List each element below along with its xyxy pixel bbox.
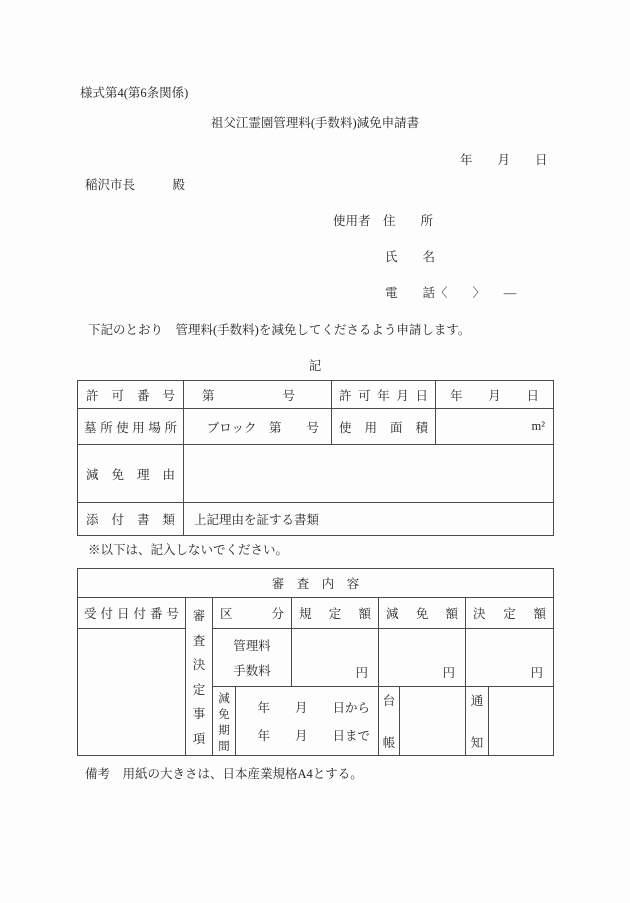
permit-number-suffix: 号 (282, 388, 295, 403)
notice-label: 通 知 (465, 686, 489, 756)
reduction-amount-column-header: 減 免 額 (378, 597, 466, 629)
review-decision-label: 審 査 決 定 事 項 (185, 597, 213, 756)
form-number: 様式第4(第6条関係) (80, 86, 189, 100)
ki-heading: 記 (308, 359, 322, 373)
permit-date-field: 年 月 日 (435, 380, 554, 409)
reduction-period-label: 減 免 期 間 (212, 686, 236, 756)
application-date-line: 年 月 日 (460, 153, 548, 167)
decided-amount-column-header: 決 定 額 (465, 597, 554, 629)
reduction-reason-field (183, 444, 554, 503)
permit-number-label: 許 可 番 号 (77, 380, 184, 409)
decided-amount-yen-cell: 円 (465, 628, 554, 687)
applicant-name-line: 氏 名 (385, 250, 436, 264)
reduction-period-dates-cell (235, 686, 379, 756)
permit-date-label: 許 可 年 月 日 (331, 380, 436, 409)
addressee: 稲沢市長 殿 (85, 178, 186, 192)
notice-field (488, 686, 554, 756)
page-title: 祖父江霊園管理料(手数料)減免申請書 (210, 116, 420, 130)
applicant-phone-line: 電 話〈 〉 ― (385, 286, 517, 300)
reduction-amount-yen-cell: 円 (378, 628, 466, 687)
prescribed-amount-yen-cell: 円 (291, 628, 379, 687)
grave-location-field: ブロック 第 号 (183, 408, 332, 445)
reduction-reason-label: 減 免 理 由 (77, 444, 184, 503)
application-details-table (77, 380, 554, 536)
examination-table-title: 審 査 内 容 (77, 568, 554, 598)
applicant-address-line: 使用者 住 所 (333, 214, 434, 228)
ledger-label: 台 帳 (378, 686, 400, 756)
handling-fee-label: 手数料 (233, 664, 271, 678)
permit-number-prefix: 第 (202, 388, 215, 403)
receipt-number-label: 受 付 日 付 番 号 (77, 597, 186, 629)
receipt-number-field (77, 628, 186, 756)
ledger-field (399, 686, 466, 756)
prescribed-amount-column-header: 規 定 額 (291, 597, 379, 629)
remark-note: 備考 用紙の大きさは、日本産業規格A4とする。 (85, 767, 363, 781)
use-area-label: 使 用 面 積 (331, 408, 436, 445)
use-area-field: m² (435, 408, 554, 445)
period-to-line: 年 月 日まで (257, 729, 370, 744)
attached-docs-label: 添 付 書 類 (77, 502, 184, 536)
category-column-header: 区 分 (212, 597, 292, 629)
period-from-line: 年 月 日から (257, 700, 370, 715)
attached-docs-field: 上記理由を証する書類 (183, 502, 554, 536)
grave-location-label: 墓 所 使 用 場 所 (77, 408, 184, 445)
application-statement: 下記のとおり 管理料(手数料)を減免してくださるよう申請します。 (88, 323, 471, 337)
management-fee-label: 管理料 (233, 639, 271, 653)
permit-number-field (183, 380, 332, 409)
do-not-fill-note: ※以下は、記入しないでください。 (88, 543, 289, 557)
fee-category-cell (212, 628, 292, 687)
examination-table (77, 568, 554, 756)
